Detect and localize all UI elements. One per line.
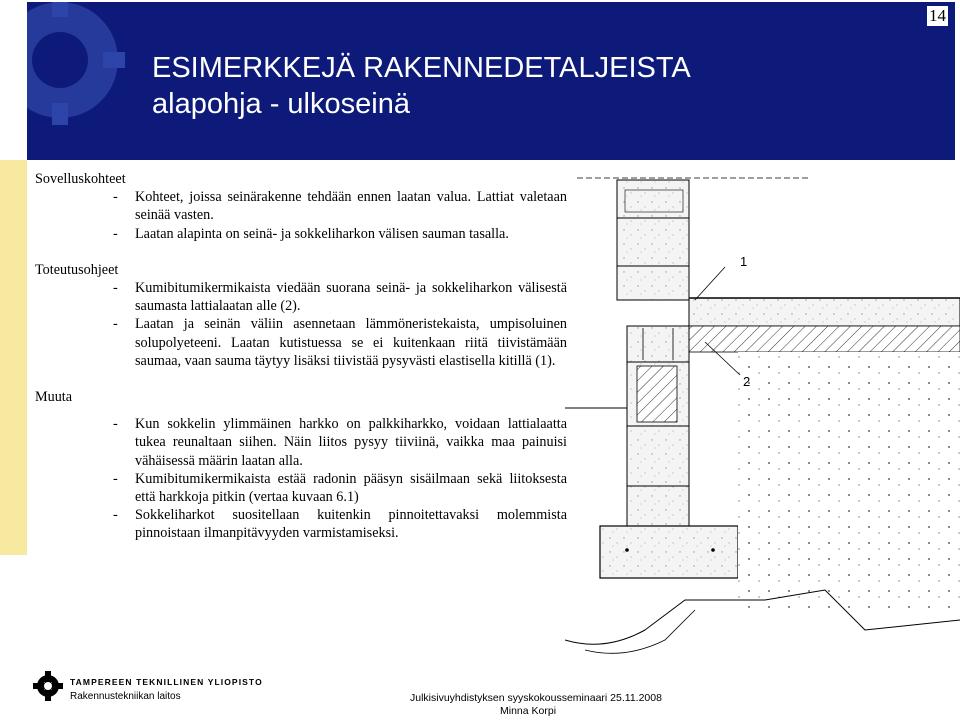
list-item-text: Kun sokkelin ylimmäinen harkko on palkkiharkko, voidaan lattialaatta tukea reunaltaan siihen. Näin liitos pysyy tiiviinä, vaikka maa painuisi vähäisessä määrin laatan alla. — [135, 416, 567, 469]
footer-event: Julkisivuyhdistyksen syyskokousseminaari 25.11.2008 — [410, 692, 662, 704]
ground — [565, 352, 960, 653]
gear-logo-icon — [0, 0, 160, 160]
university-logo-icon — [32, 670, 64, 702]
footer-author: Minna Korpi — [500, 705, 557, 717]
wall-blocks — [577, 178, 810, 300]
footer — [0, 660, 960, 720]
page-number: 14 — [929, 6, 946, 25]
section-heading-toteutus: Toteutusohjeet — [35, 261, 119, 278]
list-item-text: Kumibitumikermikaista viedään suorana seinä- ja sokkeliharkon välisestä saumasta lattialaatan alle (2). — [135, 280, 567, 315]
floor-slab — [689, 298, 960, 352]
title-line-2: alapohja - ulkoseinä — [152, 88, 410, 120]
list-item — [35, 506, 567, 542]
list-item — [35, 415, 567, 470]
list-item-text: Kumibitumikermikaista estää radonin pääsyn sisäilmaan sekä liitoksesta että harkkoja pitkin (vertaa kuvaan 6.1) — [135, 470, 567, 506]
label-1: 1 — [740, 254, 748, 269]
list-item-text: Kohteet, joissa seinärakenne tehdään ennen laatan valua. Lattiat valetaan seinää vasten. — [135, 189, 567, 224]
title-line-1: ESIMERKKEJÄ RAKENNEDETALJEISTA — [152, 52, 691, 84]
list-item — [35, 315, 567, 370]
construction-detail-drawing — [565, 170, 960, 660]
side-stripe — [0, 160, 27, 555]
slide-title — [152, 50, 691, 122]
footing — [600, 526, 738, 578]
list-item — [35, 470, 567, 506]
list-item-text: Sokkeliharkot suositellaan kuitenkin pinnoitettavaksi molemmista pinnoistaan ilmanpitävyyden varmistamiseksi. — [135, 507, 567, 542]
socle-blocks — [627, 326, 689, 526]
bullet-dash: - — [113, 416, 118, 433]
list-item-text: Laatan alapinta on seinä- ja sokkeliharkon välisen sauman tasalla. — [135, 225, 509, 242]
list-item — [35, 188, 567, 224]
bullet-dash: - — [113, 189, 118, 206]
footer-university: TAMPEREEN TEKNILLINEN YLIOPISTO — [70, 677, 263, 687]
section-heading-muuta: Muuta — [35, 389, 73, 406]
list-item — [35, 225, 567, 243]
bullet-dash: - — [113, 225, 118, 242]
bullet-dash: - — [113, 507, 118, 524]
list-item-text: Laatan ja seinän väliin asennetaan lämmöneristekaista, umpisoluinen solupolyeteeni. Laatan kutistuessa se ei kuitenkaan riitä tiivistämään saumaa, vaan sauma täytyy lisäksi tiivistää pysyvästi elastisella kitillä (1). — [135, 316, 567, 369]
list-item — [35, 279, 567, 315]
slide-content — [35, 170, 567, 543]
footer-department: Rakennustekniikan laitos — [70, 691, 181, 702]
label-2: 2 — [743, 374, 751, 389]
section-heading-sovellus: Sovelluskohteet — [35, 171, 126, 187]
bullet-dash: - — [113, 470, 118, 487]
bullet-dash: - — [113, 316, 118, 333]
bullet-dash: - — [113, 280, 118, 297]
